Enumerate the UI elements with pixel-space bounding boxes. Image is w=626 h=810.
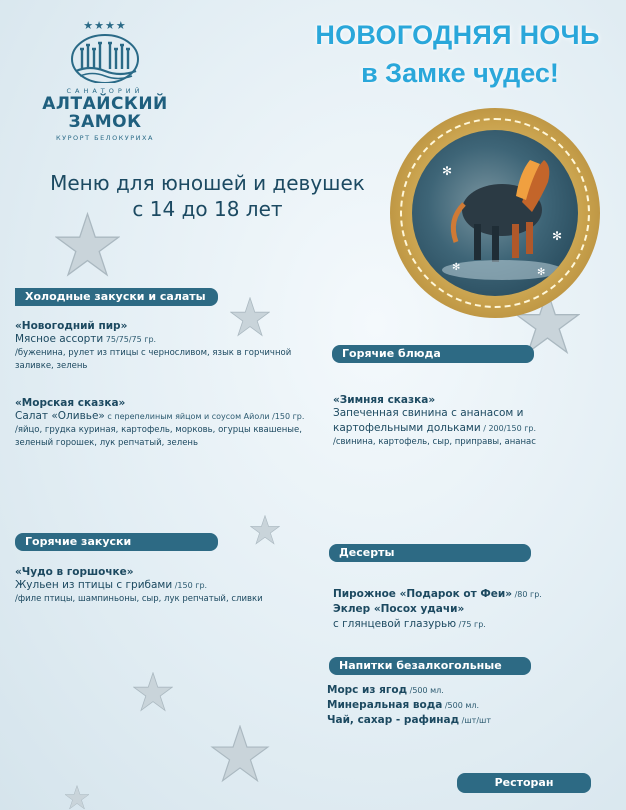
cold-item-2-extra: с перепелиным яйцом и соусом Айоли /150 гр. [104, 412, 305, 421]
svg-text:✻: ✻ [537, 267, 546, 278]
cold-item-2-name: «Морская сказка» [15, 397, 126, 409]
star-icon [62, 785, 92, 810]
hot-dish-item [333, 394, 583, 449]
logo-resort: КУРОРТ БЕЛОКУРИХА [56, 134, 154, 142]
logo-sanatorium: САНАТОРИЙ [66, 87, 144, 95]
section-desserts-header: Десерты [329, 544, 531, 562]
section-hot-dishes-header: Горячие блюда [332, 345, 534, 363]
dessert-2-name: Эклер «Посох удачи» [333, 603, 465, 615]
menu-heading-line-1: Меню для юношей и девушек [50, 171, 365, 195]
logo [40, 20, 170, 142]
cold-item-1-weight: 75/75/75 гр. [103, 335, 157, 344]
menu-heading [35, 170, 380, 222]
logo-name-1: АЛТАЙСКИЙ [42, 94, 168, 114]
svg-text:✻: ✻ [452, 262, 461, 273]
title-line-1: НОВОГОДНЯЯ НОЧЬ [315, 20, 600, 50]
dessert-1-weight: /80 гр. [512, 590, 542, 599]
drink-3-name: Чай, сахар - рафинад [327, 714, 460, 726]
dessert-1-name: Пирожное «Подарок от Феи» [333, 588, 513, 600]
svg-text:✻: ✻ [552, 229, 563, 243]
star-icon [210, 725, 270, 783]
cold-item-1-desc: Мясное ассорти [15, 333, 104, 345]
star-icon [250, 515, 280, 545]
cold-item-1-ingredients: /буженина, рулет из птицы с черносливом, язык в горчичной заливке, зелень [15, 348, 292, 371]
desserts-list [333, 587, 603, 632]
cold-item-2-ingredients: /яйцо, грудка куриная, картофель, морковь, огурцы квашеные, зеленый горошек, лук репчатый, зелень [15, 425, 302, 448]
svg-text:✻: ✻ [442, 164, 453, 178]
section-cold-header: Холодные закуски и салаты [15, 288, 218, 306]
section-drinks-header: Напитки безалкогольные [329, 657, 531, 675]
horse-icon [412, 130, 578, 296]
cold-item-2 [15, 397, 310, 450]
dessert-2-weight: /75 гр. [456, 620, 486, 629]
section-hot-snacks-header: Горячие закуски [15, 533, 218, 551]
drink-2-weight: /500 мл. [442, 701, 480, 710]
cold-item-2-desc: Салат «Оливье» [15, 410, 105, 422]
logo-name-2: ЗАМОК [68, 112, 142, 132]
drink-2-name: Минеральная вода [327, 699, 443, 711]
hot-snack-item [15, 566, 315, 606]
hot-snack-weight: /150 гр. [172, 581, 208, 590]
drink-1-weight: /500 мл. [407, 686, 444, 695]
menu-heading-line-2: с 14 до 18 лет [132, 197, 283, 221]
hot-dish-desc: Запеченная свинина с ананасом и картофельными дольками [333, 407, 524, 434]
drinks-list [327, 683, 607, 728]
horse-medallion [390, 108, 600, 318]
drink-1-name: Морс из ягод [327, 684, 408, 696]
medallion-picture [412, 130, 578, 296]
hot-dish-weight: / 200/150 гр. [480, 424, 537, 433]
logo-stars: ★★★★ [83, 19, 127, 32]
star-icon [133, 672, 173, 712]
drink-3-weight: /шт/шт [459, 716, 492, 725]
hot-dish-ingredients: /свинина, картофель, сыр, приправы, ананас [333, 437, 536, 447]
castle-icon [70, 31, 140, 83]
hot-snack-desc: Жульен из птицы с грибами [15, 579, 173, 591]
footer-restaurant-label: Ресторан [457, 773, 591, 793]
hot-dish-name: «Зимняя сказка» [333, 394, 436, 406]
hot-snack-name: «Чудо в горшочке» [15, 566, 134, 578]
cold-item-1 [15, 320, 305, 373]
cold-item-1-name: «Новогодний пир» [15, 320, 128, 332]
title-line-2: в Замке чудес! [361, 58, 559, 88]
dessert-2-desc: с глянцевой глазурью [333, 618, 457, 630]
hot-snack-ingredients: /филе птицы, шампиньоны, сыр, лук репчатый, сливки [15, 594, 263, 604]
